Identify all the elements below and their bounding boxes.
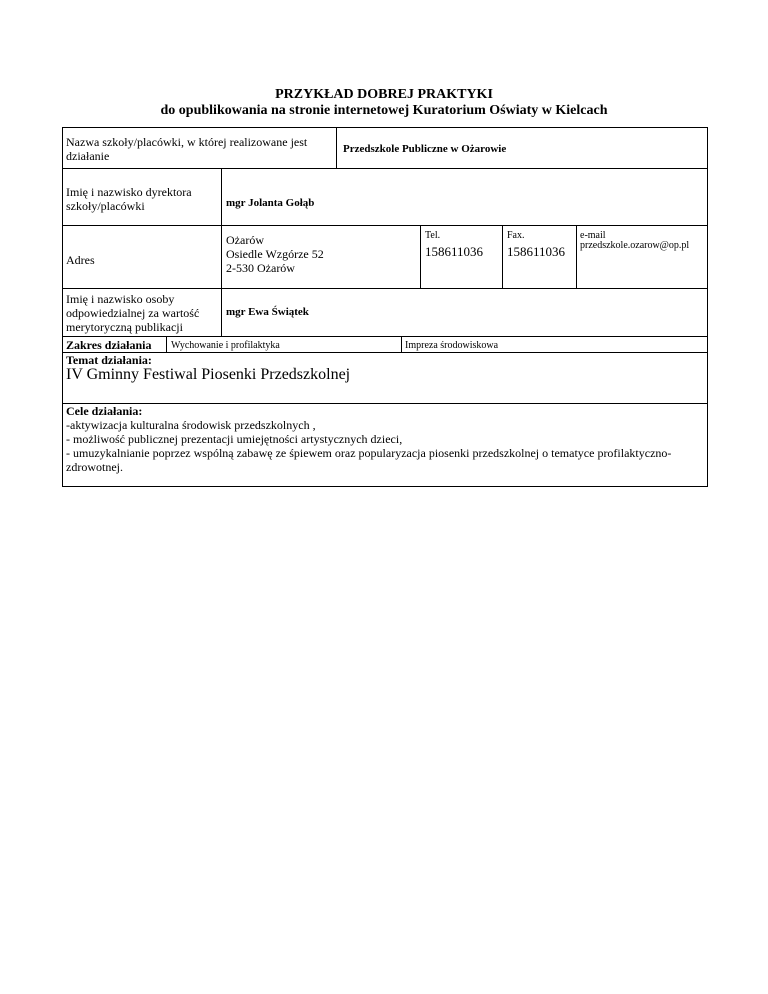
director-value: mgr Jolanta Gołąb	[226, 197, 315, 209]
school-label: Nazwa szkoły/placówki, w której realizowane jest działanie	[66, 135, 308, 163]
scope-value-1: Wychowanie i profilaktyka	[171, 340, 280, 351]
goals-label: Cele działania:	[66, 404, 143, 418]
responsible-divider	[221, 288, 222, 337]
address-divider-1	[221, 225, 222, 289]
address-line-3: 2-530 Ożarów	[226, 261, 295, 275]
address-divider-3	[502, 225, 503, 289]
school-divider	[336, 127, 337, 169]
email-value: przedszkole.ozarow@op.pl	[580, 240, 690, 251]
tel-label: Tel.	[425, 230, 441, 241]
scope-value-2: Impreza środowiskowa	[405, 340, 499, 351]
address-label: Adres	[66, 253, 95, 267]
scope-divider-1	[166, 336, 167, 353]
scope-divider-2	[401, 336, 402, 353]
address-divider-4	[576, 225, 577, 289]
page-subtitle: do opublikowania na stronie internetowej Kuratorium Oświaty w Kielcach	[160, 103, 608, 118]
goals-line-3: - umuzykalnianie poprzez wspólną zabawę ze śpiewem oraz popularyzacja piosenki przedszkolnej o tematyce profilaktyczno- zdrowotnej.	[66, 446, 672, 474]
topic-value: IV Gminny Festiwal Piosenki Przedszkolnej	[66, 366, 351, 383]
responsible-label: Imię i nazwisko osoby odpowiedzialnej za wartość merytoryczną publikacji	[66, 292, 200, 334]
address-row	[62, 225, 708, 289]
address-divider-2	[420, 225, 421, 289]
school-value: Przedszkole Publiczne w Ożarowie	[343, 143, 507, 155]
topic-label: Temat działania:	[66, 353, 152, 367]
director-divider	[221, 168, 222, 226]
page-title: PRZYKŁAD DOBREJ PRAKTYKI	[275, 87, 493, 102]
goals-line-1: -aktywizacja kulturalna środowisk przedszkolnych ,	[66, 418, 316, 432]
tel-value: 158611036	[425, 244, 484, 259]
scope-row	[62, 336, 708, 353]
scope-label: Zakres działania	[66, 338, 152, 352]
goals-line-2: - możliwość publicznej prezentacji umiejętności artystycznych dzieci,	[66, 432, 403, 446]
fax-label: Fax.	[507, 230, 525, 241]
address-line-1: Ożarów	[226, 233, 264, 247]
responsible-value: mgr Ewa Świątek	[226, 306, 309, 318]
address-line-2: Osiedle Wzgórze 52	[226, 247, 324, 261]
email-label: e-mail	[580, 230, 606, 241]
fax-value: 158611036	[507, 244, 566, 259]
director-label: Imię i nazwisko dyrektora szkoły/placówki	[66, 185, 192, 213]
